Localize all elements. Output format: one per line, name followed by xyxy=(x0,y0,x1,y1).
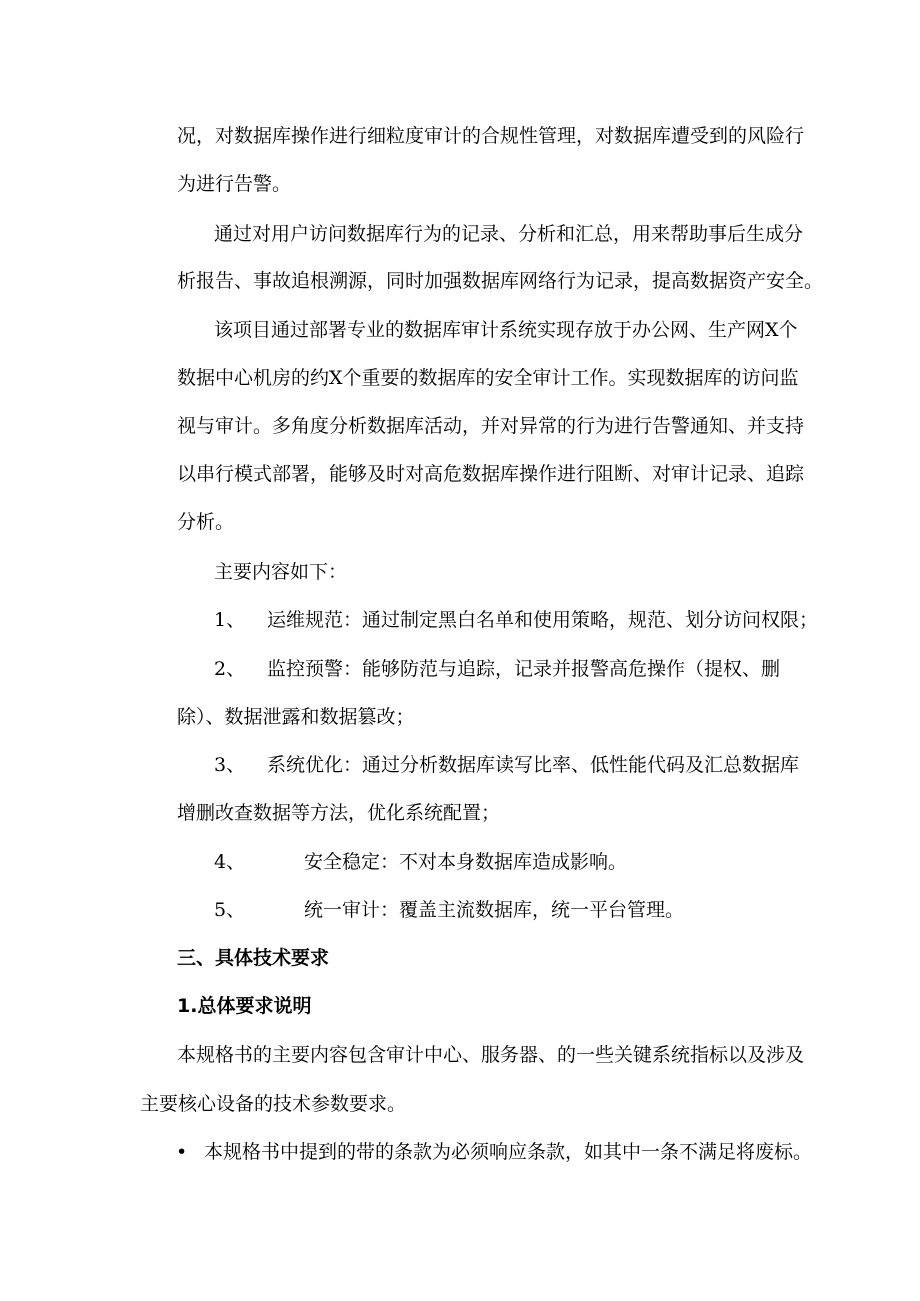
list-item-number: 5、 xyxy=(214,899,246,921)
paragraph-line: 主要内容如下： xyxy=(214,561,348,583)
list-item-text: 监控预警：能够防范与追踪，记录并报警高危操作（提权、删 xyxy=(267,658,781,680)
list-item-text: 增删改查数据等方法，优化系统配置； xyxy=(177,802,501,824)
section-heading: 三、具体技术要求 xyxy=(177,947,330,969)
paragraph-line: 数据中心机房的约X个重要的数据库的安全审计工作。实现数据库的访问监 xyxy=(177,367,799,389)
list-item-text: 安全稳定：不对本身数据库造成影响。 xyxy=(304,851,628,873)
list-item-text: 系统优化：通过分析数据库读写比率、低性能代码及汇总数据库 xyxy=(267,754,800,776)
paragraph-line: 视与审计。多角度分析数据库活动，并对异常的行为进行告警通知、并支持 xyxy=(177,415,805,437)
paragraph-line: 况，对数据库操作进行细粒度审计的合规性管理，对数据库遭受到的风险行 xyxy=(177,125,805,147)
bullet-icon: • xyxy=(176,1141,188,1163)
bullet-text: 本规格书中提到的带的条款为必须响应条款，如其中一条不满足将废标。 xyxy=(204,1141,813,1163)
paragraph-line: 为进行告警。 xyxy=(177,173,292,195)
paragraph-line: 通过对用户访问数据库行为的记录、分析和汇总，用来帮助事后生成分 xyxy=(214,223,804,245)
paragraph-line: 以串行模式部署，能够及时对高危数据库操作进行阻断、对审计记录、追踪 xyxy=(177,463,805,485)
list-item-text: 除）、数据泄露和数据篡改； xyxy=(177,706,415,728)
paragraph-line: 主要核心设备的技术参数要求。 xyxy=(140,1093,407,1115)
list-item-text: 运维规范：通过制定黑白名单和使用策略，规范、划分访问权限； xyxy=(267,609,819,631)
sub-heading: 1.总体要求说明 xyxy=(177,995,312,1017)
paragraph-line: 分析。 xyxy=(177,511,235,533)
paragraph-line: 析报告、事故追根溯源，同时加强数据库网络行为记录，提高数据资产安全。 xyxy=(177,270,824,292)
list-item-text: 统一审计：覆盖主流数据库，统一平台管理。 xyxy=(304,899,685,921)
list-item-number: 2、 xyxy=(214,658,246,680)
list-item-number: 4、 xyxy=(214,851,246,873)
list-item-number: 3、 xyxy=(214,754,246,776)
paragraph-line: 本规格书的主要内容包含审计中心、服务器、的一些关键系统指标以及涉及 xyxy=(177,1044,805,1066)
paragraph-line: 该项目通过部署专业的数据库审计系统实现存放于办公网、生产网X个 xyxy=(214,319,798,341)
list-item-number: 1、 xyxy=(214,609,246,631)
